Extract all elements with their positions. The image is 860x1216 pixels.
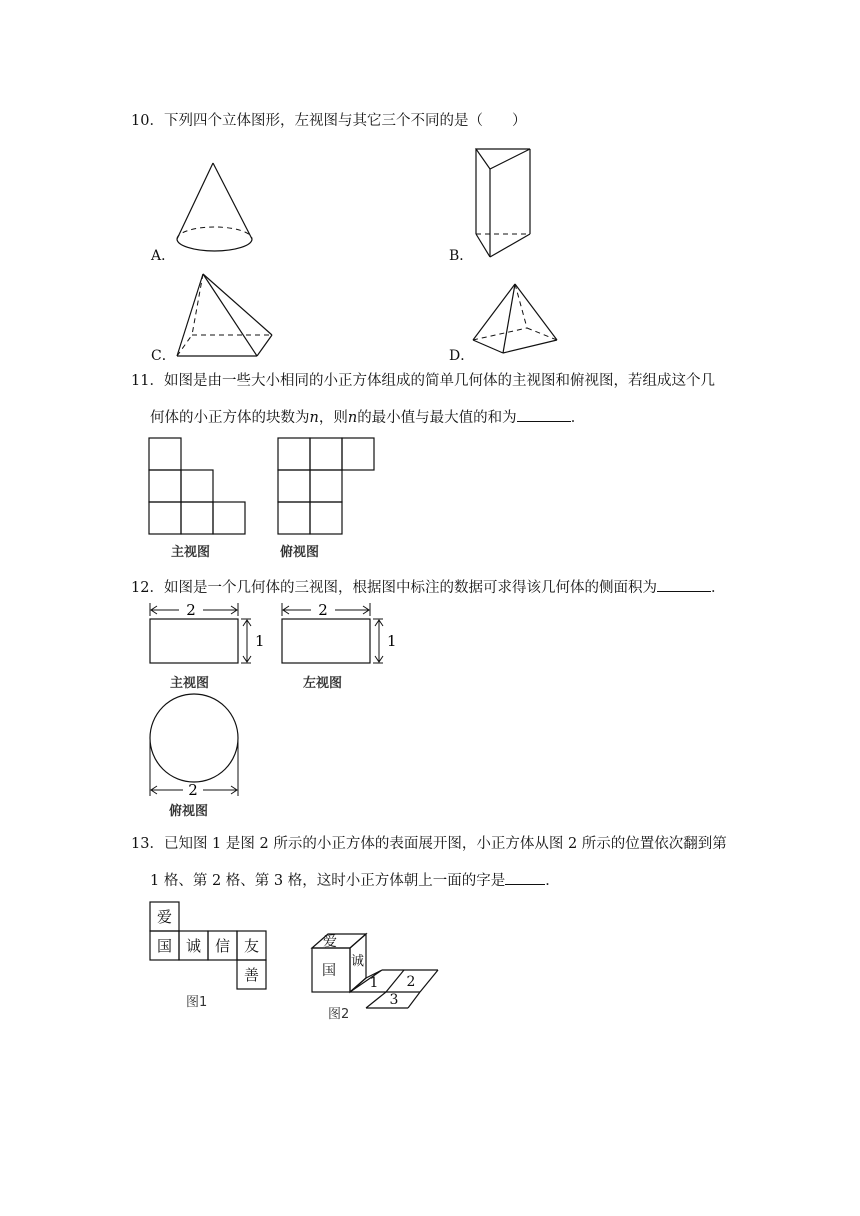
variable-n: n [309,410,319,426]
answer-blank [657,577,711,592]
dim-height-label: 1 [255,632,265,650]
variable-n: n [347,410,358,426]
q12-left-view [277,600,407,670]
answer-blank [517,407,571,422]
question-13-line1: 13．已知图 1 是图 2 所示的小正方体的表面展开图，小正方体从图 2 所示的位置依次翻到第 [131,836,727,852]
cell-3-label: 3 [389,992,399,1008]
question-13-stem [131,834,727,891]
q11-front-view-grid [148,437,248,537]
question-12-text: 12．如图是一个几何体的三视图，根据图中标注的数据可求得该几何体的侧面积为 [131,580,657,596]
q12-front-view [145,600,275,670]
cube-top-ai: 爱 [323,934,337,950]
figure-pyramid-d [470,280,562,358]
caption-figure-2: 图2 [328,1007,350,1022]
question-12-stem: 12．如图是一个几何体的三视图，根据图中标注的数据可求得该几何体的侧面积为 ． [131,577,725,598]
dim-width-label: 2 [186,601,196,619]
dim-height-label: 1 [387,632,397,650]
cell-1-label: 1 [369,975,379,991]
caption-front-view: 主视图 [170,676,210,691]
net-cell-you: 友 [243,937,260,955]
net-cell-ai: 爱 [156,908,173,926]
question-11-line2: 何体的小正方体的块数为n，则n的最小值与最大值的和为 ． [150,407,715,428]
option-b-label: B． [449,248,474,264]
caption-left-view: 左视图 [303,676,343,691]
dim-width-label: 2 [318,601,328,619]
figure-triangular-prism [473,146,535,262]
option-c-label: C． [151,348,176,364]
caption-top-view: 俯视图 [169,804,209,819]
q13-cube-net [148,900,273,990]
question-10-text: 10．下列四个立体图形，左视图与其它三个不同的是（ ） [131,113,527,129]
cube-side-cheng: 诚 [351,954,365,969]
question-11-stem [131,371,715,428]
question-11-line1: 11．如图是由一些大小相同的小正方体组成的简单几何体的主视图和俯视图，若组成这个几 [131,373,715,389]
figure-cone [172,160,258,264]
q12-top-view [145,692,245,802]
figure-pyramid-c [170,268,278,360]
q13-cube-rolling [308,930,448,1006]
option-a-label: A． [151,248,176,264]
net-cell-cheng: 诚 [185,937,202,955]
question-13-line2: 1 格、第 2 格、第 3 格，这时小正方体朝上一面的字是 ． [150,870,727,891]
option-d-label: D． [449,348,475,364]
net-cell-guo: 国 [156,937,173,955]
dim-diameter-label: 2 [188,781,198,799]
caption-front-view: 主视图 [171,545,211,560]
cell-2-label: 2 [406,974,416,990]
answer-blank [505,870,545,885]
cube-front-guo: 国 [322,963,336,979]
net-cell-xin: 信 [214,937,231,955]
q11-top-view-grid [277,437,377,537]
net-cell-shan: 善 [243,966,260,984]
question-10-stem [131,111,526,131]
caption-top-view: 俯视图 [280,545,320,560]
caption-figure-1: 图1 [186,995,208,1010]
